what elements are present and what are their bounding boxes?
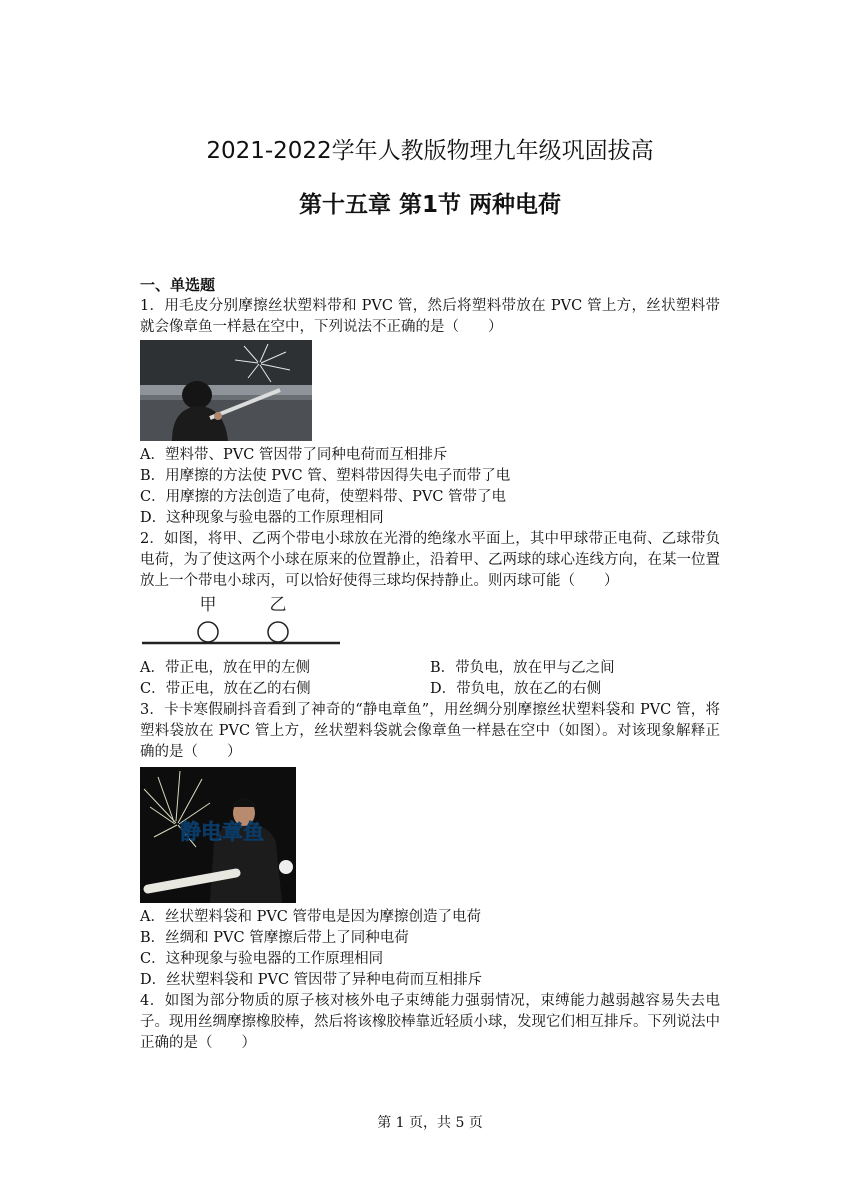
question-1-option-a: A．塑料带、PVC 管因带了同种电荷而互相排斥 — [140, 447, 448, 463]
ball-jia-label: 甲 — [199, 595, 217, 615]
ball-yi-label: 乙 — [269, 595, 287, 615]
document-title: 2021-2022学年人教版物理九年级巩固拔高 — [206, 138, 654, 164]
question-3-photo — [140, 767, 296, 903]
question-3-option-c: C．这种现象与验电器的工作原理相同 — [140, 951, 384, 967]
question-2-option-d: D．带负电，放在乙的右侧 — [430, 681, 602, 697]
question-3-option-b: B．丝绸和 PVC 管摩擦后带上了同种电荷 — [140, 930, 409, 946]
question-1-option-c: C．用摩擦的方法创造了电荷，使塑料带、PVC 管带了电 — [140, 489, 507, 505]
question-1-option-b: B．用摩擦的方法使 PVC 管、塑料带因得失电子而带了电 — [140, 468, 511, 484]
document-subtitle: 第十五章 第1节 两种电荷 — [298, 192, 562, 218]
photo-caption: 静电章鱼 — [180, 820, 264, 844]
question-2-options-row-1 — [140, 658, 720, 679]
question-1-option-d: D．这种现象与验电器的工作原理相同 — [140, 510, 384, 526]
question-2-option-c: C．带正电，放在乙的右侧 — [140, 681, 311, 697]
question-2-diagram — [140, 594, 350, 656]
question-1-photo — [140, 340, 312, 441]
question-4-stem: 4．如图为部分物质的原子核对核外电子束缚能力强弱情况，束缚能力越弱越容易失去电子。现用丝绸摩擦橡胶棒，然后将该橡胶棒靠近轻质小球，发现它们相互排斥。下列说法中正确的是（ ） — [140, 993, 720, 1051]
question-2-options-row-2 — [140, 679, 720, 700]
question-2-option-b: B．带负电，放在甲与乙之间 — [430, 660, 615, 676]
question-2-option-a: A．带正电，放在甲的左侧 — [140, 660, 310, 676]
question-3-option-d: D．丝状塑料袋和 PVC 管因带了异种电荷而互相排斥 — [140, 972, 483, 988]
section-heading: 一、单选题 — [140, 276, 216, 294]
ball-yi — [268, 622, 288, 642]
question-3-stem: 3．卡卡寒假刷抖音看到了神奇的“静电章鱼”，用丝绸分别摩擦丝状塑料袋和 PVC 管，将塑料袋放在 PVC 管上方，丝状塑料袋就会像章鱼一样悬在空中（如图）。对该现象解释正确的是（ ） — [140, 702, 720, 760]
ball-jia — [198, 622, 218, 642]
question-1-stem: 1．用毛皮分别摩擦丝状塑料带和 PVC 管，然后将塑料带放在 PVC 管上方，丝状塑料带就会像章鱼一样悬在空中，下列说法不正确的是（ ） — [140, 298, 720, 335]
page-footer: 第 1 页，共 5 页 — [377, 1115, 483, 1131]
question-content — [140, 275, 720, 1054]
question-3-option-a: A．丝状塑料袋和 PVC 管带电是因为摩擦创造了电荷 — [140, 909, 482, 925]
question-2-stem: 2．如图，将甲、乙两个带电小球放在光滑的绝缘水平面上，其中甲球带正电荷、乙球带负电荷，为了使这两个小球在原来的位置静止，沿着甲、乙两球的球心连线方向，在某一位置放上一个带电小球丙，可以恰好使得三球均保持静止。则丙球可能（ ） — [140, 531, 720, 589]
